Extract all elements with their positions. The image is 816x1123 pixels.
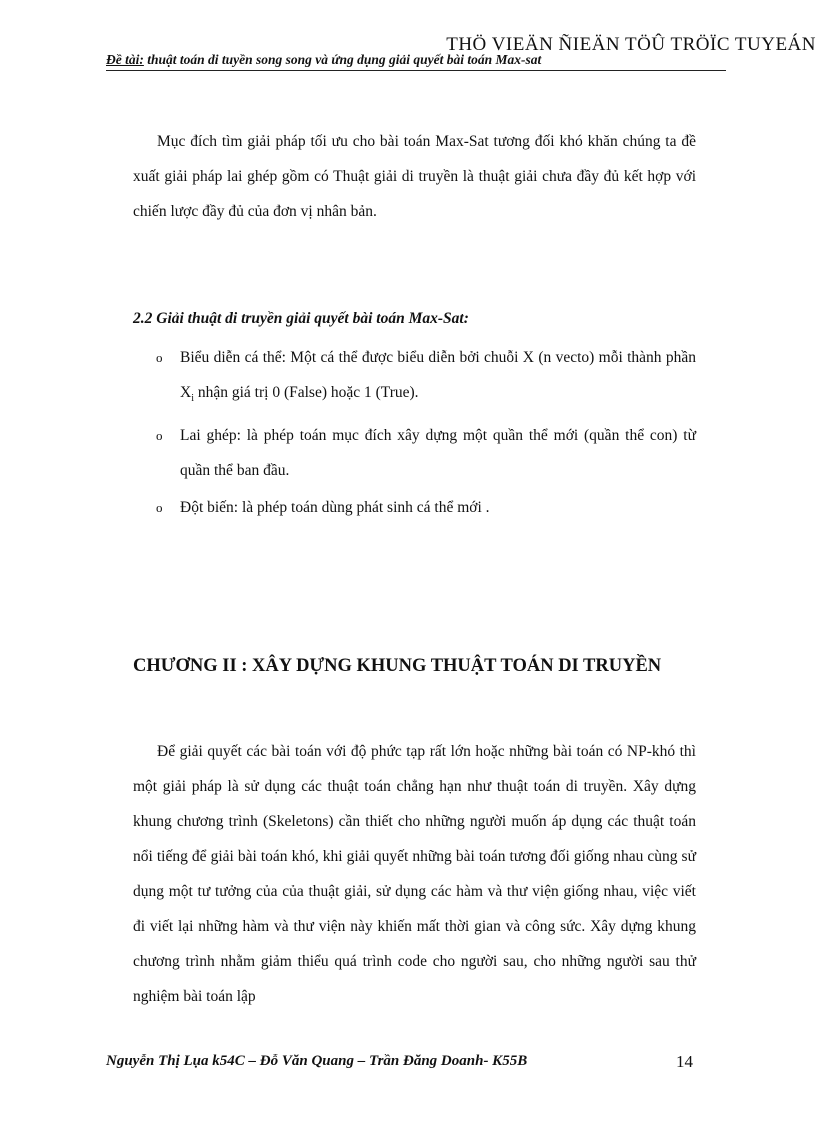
header-title: thuật toán di tuyền song song và ứng dụng giải quyết bài toán Max-sat xyxy=(147,52,542,67)
header-label: Đề tài: xyxy=(106,52,144,67)
bullet-item-crossover xyxy=(156,418,696,488)
page-header xyxy=(106,52,726,71)
bullet-list xyxy=(156,340,696,525)
bullet-item-mutation xyxy=(156,490,696,525)
bullet-text: Đột biến: là phép toán dùng phát sinh cá thể mới . xyxy=(180,499,490,517)
library-watermark: THÖ VIEÄN ÑIEÄN TÖÛ TRÖÏC TUYEÁN xyxy=(446,34,816,55)
bullet-item-representation xyxy=(156,340,696,416)
bullet-text: Biểu diễn cá thể: Một cá thể được biểu diễn bởi chuỗi X (n vecto) mỗi thành phần X xyxy=(180,349,696,401)
bullet-marker: o xyxy=(156,428,163,444)
subscript-i: i xyxy=(191,393,194,405)
chapter-title: CHƯƠNG II : XÂY DỰNG KHUNG THUẬT TOÁN DI TRUYỀN xyxy=(133,656,662,676)
footer-authors: Nguyễn Thị Lụa k54C – Đỗ Văn Quang – Trần Đăng Doanh- K55B xyxy=(106,1053,528,1069)
bullet-text: Lai ghép: là phép toán mục đích xây dựng một quần thể mới (quần thể con) từ quần thể ban đầu. xyxy=(180,427,696,480)
bullet-marker: o xyxy=(156,500,163,516)
page-number: 14 xyxy=(676,1052,693,1071)
intro-paragraph: Mục đích tìm giải pháp tối ưu cho bài toán Max-Sat tương đối khó khăn chúng ta đề xuất giải pháp lai ghép gồm có Thuật giải di truyền là thuật giải chưa đầy đủ kết hợp với chiến lược đầy đủ của đơn vị nhân bản. xyxy=(133,133,696,220)
bullet-marker: o xyxy=(156,350,163,365)
section-heading: 2.2 Giải thuật di truyền giải quyết bài toán Max-Sat: xyxy=(133,310,469,327)
chapter-paragraph: Để giải quyết các bài toán với độ phức tạp rất lớn hoặc những bài toán có NP-khó thì một giải pháp là sử dụng các thuật toán chẳng hạn như thuật toán di truyền. Xây dựng khung chương trình (Skeletons) cần thiết cho những người muốn áp dụng các thuật toán nổi tiếng để giải bài toán khó, khi giải quyết những bài toán tương đối giống nhau cùng sử dụng một tư tưởng của của thuật giải, sử dụng các hàm và thư viện giống nhau, việc viết đi viết lại những hàm và thư viện này khiến mất thời gian và công sức. Xây dựng khung chương trình nhằm giảm thiểu quá trình code cho người sau, cho những người sau thử nghiệm bài toán lập xyxy=(133,743,696,1005)
bullet-text-end: nhận giá trị 0 (False) hoặc 1 (True). xyxy=(193,384,419,401)
